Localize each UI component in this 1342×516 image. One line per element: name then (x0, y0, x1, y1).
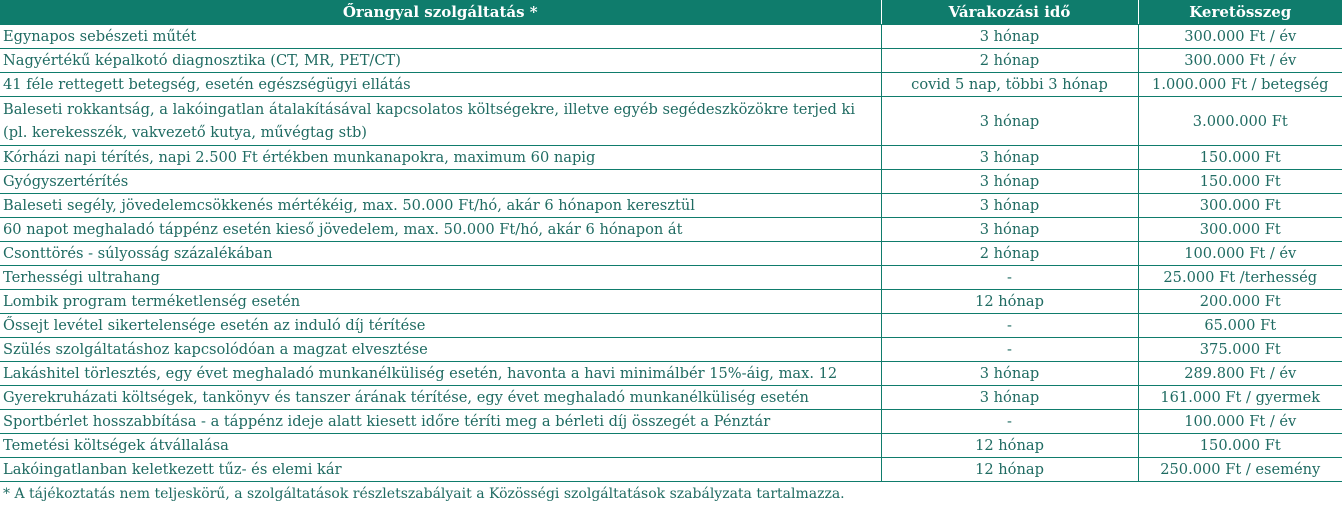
service-cell: 41 féle rettegett betegség, esetén egészségügyi ellátás (0, 73, 881, 97)
amount-cell: 100.000 Ft / év (1138, 410, 1342, 434)
service-cell: Baleseti rokkantság, a lakóingatlan átalakításával kapcsolatos költségekre, illetve egyéb segédeszközökre terjed ki (pl. kerekesszék, vakvezető kutya, művégtag stb) (0, 97, 881, 146)
amount-cell: 250.000 Ft / esemény (1138, 458, 1342, 482)
service-cell: Lakóingatlanban keletkezett tűz- és elemi kár (0, 458, 881, 482)
table-row (0, 314, 1342, 338)
footnote: * A tájékoztatás nem teljeskörű, a szolgáltatások részletszabályait a Közösségi szolgáltatások szabályzata tartalmazza. (3, 486, 845, 502)
waiting-cell: covid 5 nap, többi 3 hónap (881, 73, 1138, 97)
amount-cell: 150.000 Ft (1138, 434, 1342, 458)
header-waiting-time: Várakozási idő (881, 0, 1138, 25)
waiting-cell: 3 hónap (881, 25, 1138, 49)
service-cell: Sportbérlet hosszabbítása - a táppénz ideje alatt kiesett időre téríti meg a bérleti díj összegét a Pénztár (0, 410, 881, 434)
service-cell: Csonttörés - súlyosság százalékában (0, 242, 881, 266)
table-header (0, 0, 1342, 25)
amount-cell: 200.000 Ft (1138, 290, 1342, 314)
waiting-cell: 3 hónap (881, 194, 1138, 218)
amount-cell: 300.000 Ft / év (1138, 25, 1342, 49)
table-row (0, 218, 1342, 242)
amount-cell: 375.000 Ft (1138, 338, 1342, 362)
service-cell: Kórházi napi térítés, napi 2.500 Ft értékben munkanapokra, maximum 60 napig (0, 146, 881, 170)
table-row (0, 73, 1342, 97)
waiting-cell: - (881, 338, 1138, 362)
table-row (0, 458, 1342, 482)
table-row (0, 49, 1342, 73)
amount-cell: 150.000 Ft (1138, 170, 1342, 194)
amount-cell: 300.000 Ft (1138, 194, 1342, 218)
service-cell: Egynapos sebészeti műtét (0, 25, 881, 49)
service-cell: Nagyértékű képalkotó diagnosztika (CT, MR, PET/CT) (0, 49, 881, 73)
waiting-cell: 2 hónap (881, 49, 1138, 73)
table-row (0, 146, 1342, 170)
service-cell: Lombik program terméketlenség esetén (0, 290, 881, 314)
waiting-cell: 12 hónap (881, 290, 1138, 314)
service-cell: Lakáshitel törlesztés, egy évet meghaladó munkanélküliség esetén, havonta a havi minimálbér 15%-áig, max. 12 (0, 362, 881, 386)
amount-cell: 161.000 Ft / gyermek (1138, 386, 1342, 410)
amount-cell: 289.800 Ft / év (1138, 362, 1342, 386)
amount-cell: 100.000 Ft / év (1138, 242, 1342, 266)
table-row (0, 194, 1342, 218)
waiting-cell: 12 hónap (881, 458, 1138, 482)
waiting-cell: 3 hónap (881, 386, 1138, 410)
table-row (0, 242, 1342, 266)
waiting-cell: - (881, 266, 1138, 290)
amount-cell: 300.000 Ft / év (1138, 49, 1342, 73)
waiting-cell: 2 hónap (881, 242, 1138, 266)
service-cell: Őssejt levétel sikertelensége esetén az induló díj térítése (0, 314, 881, 338)
table-row (0, 434, 1342, 458)
table-row (0, 290, 1342, 314)
waiting-cell: 3 hónap (881, 218, 1138, 242)
table-row (0, 170, 1342, 194)
header-amount: Keretösszeg (1138, 0, 1342, 25)
amount-cell: 1.000.000 Ft / betegség (1138, 73, 1342, 97)
waiting-cell: 3 hónap (881, 362, 1138, 386)
amount-cell: 300.000 Ft (1138, 218, 1342, 242)
waiting-cell: - (881, 314, 1138, 338)
service-cell: Baleseti segély, jövedelemcsökkenés mértékéig, max. 50.000 Ft/hó, akár 6 hónapon keresztül (0, 194, 881, 218)
table-row (0, 386, 1342, 410)
waiting-cell: 3 hónap (881, 170, 1138, 194)
header-row (0, 0, 1342, 25)
table-row (0, 266, 1342, 290)
service-cell: Szülés szolgáltatáshoz kapcsolódóan a magzat elvesztése (0, 338, 881, 362)
table-row (0, 410, 1342, 434)
waiting-cell: 12 hónap (881, 434, 1138, 458)
amount-cell: 65.000 Ft (1138, 314, 1342, 338)
service-cell: Terhességi ultrahang (0, 266, 881, 290)
amount-cell: 25.000 Ft /terhesség (1138, 266, 1342, 290)
table-row (0, 338, 1342, 362)
service-cell: Gyógyszertérítés (0, 170, 881, 194)
table-body (0, 25, 1342, 482)
service-cell: 60 napot meghaladó táppénz esetén kieső jövedelem, max. 50.000 Ft/hó, akár 6 hónapon át (0, 218, 881, 242)
service-cell: Temetési költségek átvállalása (0, 434, 881, 458)
table-row (0, 25, 1342, 49)
table-row (0, 97, 1342, 146)
amount-cell: 150.000 Ft (1138, 146, 1342, 170)
amount-cell: 3.000.000 Ft (1138, 97, 1342, 146)
waiting-cell: 3 hónap (881, 146, 1138, 170)
waiting-cell: 3 hónap (881, 97, 1138, 146)
waiting-cell: - (881, 410, 1138, 434)
table-row (0, 362, 1342, 386)
service-cell: Gyerekruházati költségek, tankönyv és tanszer árának térítése, egy évet meghaladó munkanélküliség esetén (0, 386, 881, 410)
header-service: Őrangyal szolgáltatás * (0, 0, 881, 25)
